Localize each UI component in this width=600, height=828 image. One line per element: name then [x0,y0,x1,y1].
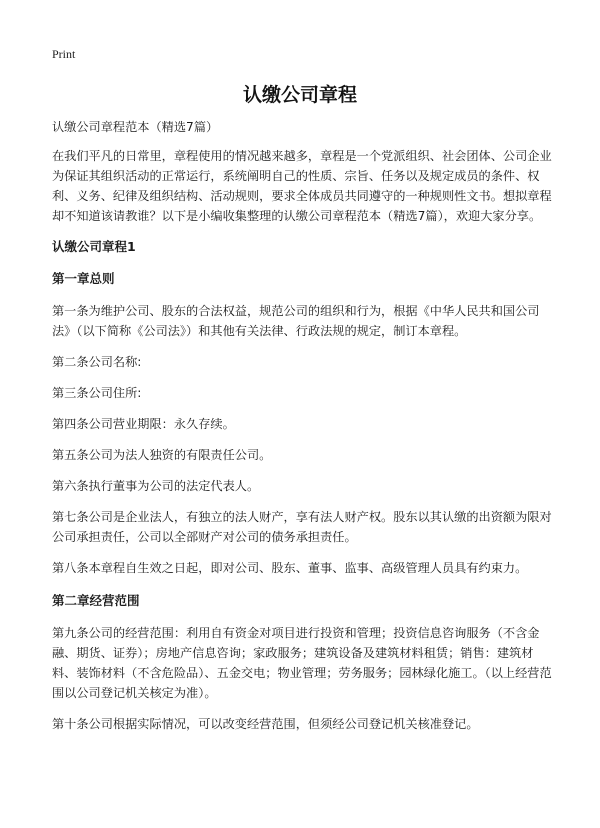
chapter-heading: 第二章经营范围 [52,593,140,608]
article-paragraph: 第七条公司是企业法人，有独立的法人财产，享有法人财产权。股东以其认缴的出资额为限对公司承担责任，公司以全部财产对公司的债务承担责任。 [52,510,552,544]
article-paragraph: 第二条公司名称: [52,355,142,369]
article-paragraph: 第一条为维护公司、股东的合法权益，规范公司的组织和行为，根据《中华人民共和国公司法》（以下简称《公司法》）和其他有关法律、行政法规的规定，制订本章程。 [52,304,540,338]
article-paragraph: 第五条公司为法人独资的有限责任公司。 [52,448,272,462]
article-paragraph: 第三条公司住所: [52,386,142,400]
article-paragraph: 第八条本章程自生效之日起，即对公司、股东、董事、监事、高级管理人员具有约束力。 [52,561,528,575]
article-paragraph: 第十条公司根据实际情况，可以改变经营范围，但须经公司登记机关核准登记。 [52,717,479,731]
page-title: 认缴公司章程 [242,84,357,106]
section-heading: 认缴公司章程1 [52,239,136,254]
chapter-heading: 第一章总则 [52,271,115,286]
print-link[interactable]: Print [52,47,76,61]
article-paragraph: 第九条公司的经营范围：利用自有资金对项目进行投资和管理；投资信息咨询服务（不含金融、期货、证券）；房地产信息咨询；家政服务；建筑设备及建筑材料租赁；销售：建筑材料、装饰材料（不含危险品）、五金交电；物业管理；劳务服务；园林绿化施工。（以上经营范围以公司登记机关核定为准）。 [52,626,552,700]
document-subtitle: 认缴公司章程范本（精选7篇） [52,120,219,134]
intro-paragraph: 在我们平凡的日常里，章程使用的情况越来越多，章程是一个党派组织、社会团体、公司企业为保证其组织活动的正常运行，系统阐明自己的性质、宗旨、任务以及规定成员的条件、权利、义务、纪律及组织结构、活动规则，要求全体成员共同遵守的一种规则性文书。想拟章程却不知道该请教谁？以下是小编收集整理的认缴公司章程范本（精选7篇），欢迎大家分享。 [52,149,552,223]
article-paragraph: 第六条执行董事为公司的法定代表人。 [52,479,260,493]
article-paragraph: 第四条公司营业期限：永久存续。 [52,417,235,431]
document-body [52,117,552,745]
